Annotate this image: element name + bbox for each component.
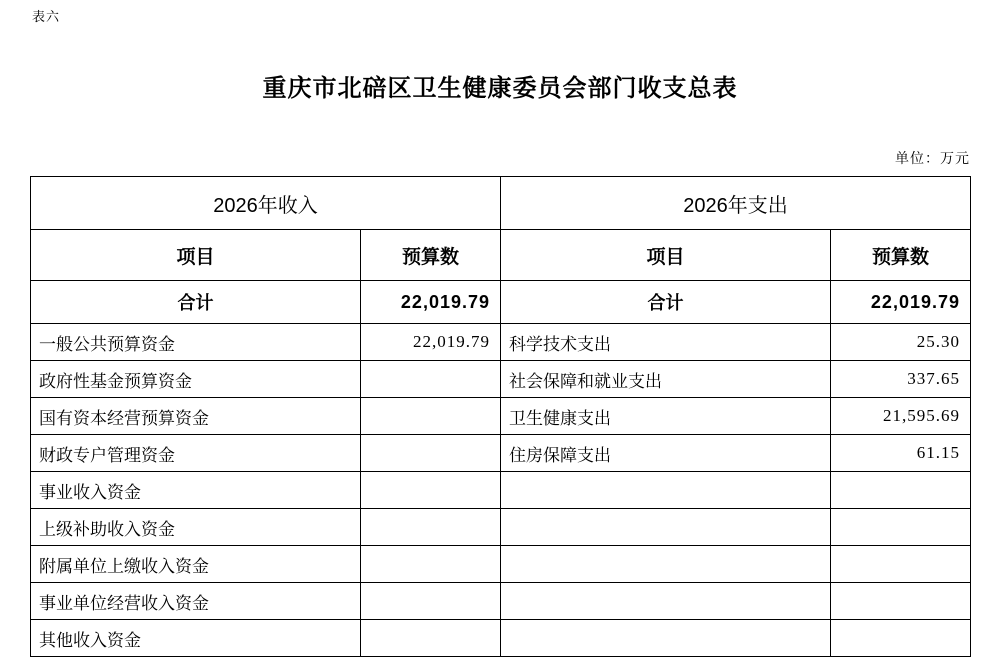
income-total-amount: 22,019.79 <box>361 281 501 324</box>
income-group-header: 2026年收入 <box>31 177 501 230</box>
expense-total-amount: 22,019.79 <box>831 281 971 324</box>
sheet-label: 表六 <box>32 9 61 24</box>
expense-amount <box>831 472 971 509</box>
table-row <box>31 361 971 398</box>
expense-item: 卫生健康支出 <box>501 398 831 435</box>
table-row <box>31 472 971 509</box>
expense-item: 科学技术支出 <box>501 324 831 361</box>
expense-item <box>501 620 831 657</box>
income-total-label: 合计 <box>31 281 361 324</box>
expense-item <box>501 472 831 509</box>
income-amount <box>361 361 501 398</box>
expense-item <box>501 546 831 583</box>
budget-summary-table <box>30 176 971 657</box>
table-row <box>31 435 971 472</box>
income-item: 事业收入资金 <box>31 472 361 509</box>
income-amount <box>361 435 501 472</box>
table-column-header-row <box>31 230 971 281</box>
expense-amount: 337.65 <box>831 361 971 398</box>
income-item: 事业单位经营收入资金 <box>31 583 361 620</box>
table-row <box>31 324 971 361</box>
income-item: 附属单位上缴收入资金 <box>31 546 361 583</box>
expense-amount <box>831 583 971 620</box>
expense-item: 住房保障支出 <box>501 435 831 472</box>
table-row <box>31 583 971 620</box>
income-item: 国有资本经营预算资金 <box>31 398 361 435</box>
table-row <box>31 546 971 583</box>
income-amount <box>361 472 501 509</box>
expense-item-header: 项目 <box>501 230 831 281</box>
income-item: 其他收入资金 <box>31 620 361 657</box>
expense-amount: 61.15 <box>831 435 971 472</box>
expense-amount <box>831 620 971 657</box>
income-amount <box>361 509 501 546</box>
expense-amount <box>831 546 971 583</box>
income-item: 上级补助收入资金 <box>31 509 361 546</box>
income-item: 一般公共预算资金 <box>31 324 361 361</box>
income-amount <box>361 546 501 583</box>
table-group-header-row <box>31 177 971 230</box>
expense-item <box>501 509 831 546</box>
table-row <box>31 509 971 546</box>
table-row <box>31 620 971 657</box>
income-amount: 22,019.79 <box>361 324 501 361</box>
expense-group-header: 2026年支出 <box>501 177 971 230</box>
table-total-row <box>31 281 971 324</box>
expense-total-label: 合计 <box>501 281 831 324</box>
expense-amount: 21,595.69 <box>831 398 971 435</box>
income-item: 财政专户管理资金 <box>31 435 361 472</box>
expense-item <box>501 583 831 620</box>
expense-item: 社会保障和就业支出 <box>501 361 831 398</box>
expense-amount: 25.30 <box>831 324 971 361</box>
income-amount <box>361 620 501 657</box>
unit-note: 单位：万元 <box>895 152 970 167</box>
income-amount-header: 预算数 <box>361 230 501 281</box>
table-row <box>31 398 971 435</box>
income-amount <box>361 583 501 620</box>
page-title: 重庆市北碚区卫生健康委员会部门收支总表 <box>262 75 738 102</box>
income-amount <box>361 398 501 435</box>
income-item-header: 项目 <box>31 230 361 281</box>
expense-amount <box>831 509 971 546</box>
income-item: 政府性基金预算资金 <box>31 361 361 398</box>
expense-amount-header: 预算数 <box>831 230 971 281</box>
